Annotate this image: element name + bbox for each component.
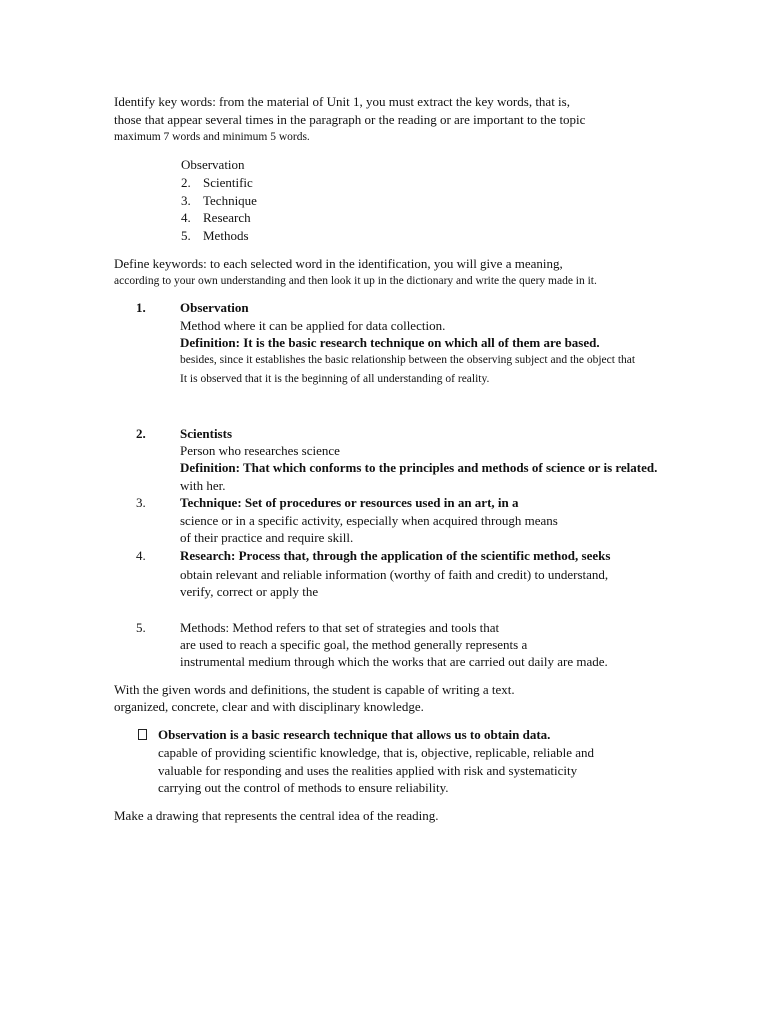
bullet-line: capable of providing scientific knowledge, that is, objective, replicable, reliable and [158,745,595,760]
intro-line-1: Identify key words: from the material of Unit 1, you must extract the key words, that is, [114,94,570,109]
keyword-number: 4. [181,210,191,225]
definition-number: 4. [136,548,146,563]
definition-title: Scientists [180,426,232,441]
definition-line: are used to reach a specific goal, the method generally represents a [180,637,528,652]
keyword-item: Technique [203,193,257,208]
keyword-number: 5. [181,228,191,243]
definition-title: Observation [180,300,249,315]
keyword-item: Methods [203,228,249,243]
keyword-first: Observation [181,157,245,172]
definition-line: verify, correct or apply the [180,584,319,599]
keyword-item: Scientific [203,175,253,190]
intro-line-2: those that appear several times in the paragraph or the reading or are important to the topic [114,112,586,127]
definition-line: Method where it can be applied for data collection. [180,318,446,333]
definition-line: science or in a specific activity, especially when acquired through means [180,513,558,528]
definition-line: obtain relevant and reliable information (worthy of faith and credit) to understand, [180,567,609,582]
definition-line: Definition: It is the basic research technique on which all of them are based. [180,335,600,350]
definition-number: 2. [136,426,146,441]
definition-line: of their practice and require skill. [180,530,354,545]
bullet-line: Observation is a basic research technique that allows us to obtain data. [158,727,551,742]
definition-line: Technique: Set of procedures or resources used in an art, in a [180,495,519,510]
intro-line-3: maximum 7 words and minimum 5 words. [114,131,310,143]
definition-number: 5. [136,620,146,635]
definition-line: with her. [180,478,226,493]
closing-line: Make a drawing that represents the central idea of the reading. [114,808,439,823]
bullet-line: carrying out the control of methods to ensure reliability. [158,780,449,795]
definition-line: instrumental medium through which the works that are carried out daily are made. [180,654,608,669]
definition-number: 3. [136,495,146,510]
define-line-1: Define keywords: to each selected word in the identification, you will give a meaning, [114,256,563,271]
definition-line: Definition: That which conforms to the principles and methods of science or is related. [180,460,658,475]
definition-line: besides, since it establishes the basic relationship between the observing subject and the object that [180,354,636,366]
definition-line: Person who researches science [180,443,340,458]
definition-line: Research: Process that, through the application of the scientific method, seeks [180,548,611,563]
definition-number: 1. [136,300,146,315]
bullet-line: valuable for responding and uses the realities applied with risk and systematicity [158,763,578,778]
definition-line: Methods: Method refers to that set of strategies and tools that [180,620,500,635]
keyword-number: 3. [181,193,191,208]
summary-line-2: organized, concrete, clear and with disciplinary knowledge. [114,699,424,714]
bullet-box-icon [138,729,147,740]
summary-line-1: With the given words and definitions, the student is capable of writing a text. [114,682,515,697]
definition-line: It is observed that it is the beginning of all understanding of reality. [180,373,490,385]
keyword-item: Research [203,210,251,225]
keyword-number: 2. [181,175,191,190]
define-line-2: according to your own understanding and then look it up in the dictionary and write the query made in it. [114,275,597,287]
